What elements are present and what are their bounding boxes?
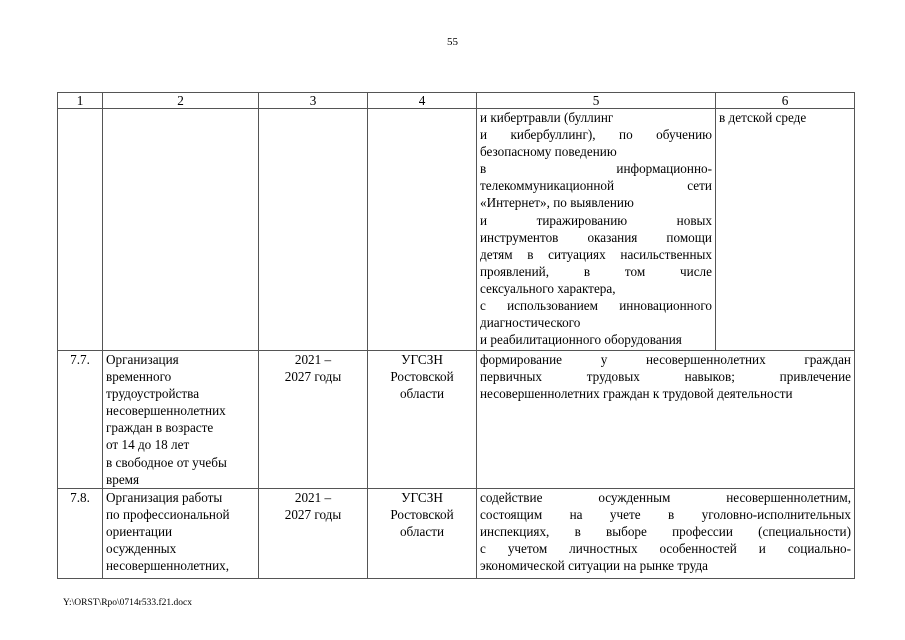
table-row xyxy=(58,351,855,489)
text-line: состоящим на учете в уголовно-исполнительных xyxy=(480,506,851,522)
text-line: Организация работы xyxy=(106,489,223,505)
text-line: несовершеннолетних граждан к трудовой деятельности xyxy=(480,386,793,402)
text-line: области xyxy=(399,386,445,402)
header-cell: 4 xyxy=(368,93,477,109)
text-line: области xyxy=(399,523,445,539)
measures-table xyxy=(57,92,855,579)
text-line: первичных трудовых навыков; привлечение xyxy=(480,369,851,385)
file-path-footer: Y:\ORST\Rpo\0714r533.f21.docx xyxy=(63,598,192,608)
text-line: Ростовской xyxy=(390,369,454,385)
text-line: осужденных xyxy=(106,541,177,557)
text-line: телекоммуникационной сети xyxy=(480,178,712,194)
text-line: несовершеннолетних, xyxy=(106,558,230,574)
text-line: и тиражированию новых xyxy=(480,212,712,228)
cell-result xyxy=(477,488,855,578)
table-row xyxy=(58,488,855,578)
text-line: экономической ситуации на рынке труда xyxy=(480,558,709,574)
text-line: детям в ситуациях насильственных xyxy=(480,246,712,262)
cell-period xyxy=(259,351,368,489)
text-line: Организация xyxy=(106,352,179,367)
page-number: 55 xyxy=(447,36,458,48)
text-line: УГСЗН xyxy=(401,352,443,367)
text-line: содействие осужденным несовершеннолетним, xyxy=(480,489,851,505)
text-line: 2021 – xyxy=(294,489,332,505)
text-line: проявлений, в том числе xyxy=(480,263,712,279)
text-line: время xyxy=(106,471,140,487)
text-line: граждан в возрасте xyxy=(106,420,214,436)
cell-result xyxy=(477,351,855,489)
text-line: трудоустройства xyxy=(106,386,200,402)
table-row-continuation xyxy=(58,109,855,351)
text-line: временного xyxy=(106,369,172,385)
cell-name xyxy=(103,488,259,578)
cell-executor xyxy=(368,351,477,489)
text-line: и реабилитационного оборудования xyxy=(480,332,682,348)
text-line: «Интернет», по выявлению xyxy=(480,195,634,211)
header-cell: 2 xyxy=(103,93,259,109)
text-line: несовершеннолетних xyxy=(106,403,226,419)
cell-executor xyxy=(368,109,477,351)
cell-name xyxy=(103,109,259,351)
text-line: 2027 годы xyxy=(284,369,342,385)
cell-num: 7.8. xyxy=(58,488,103,578)
cell-indicator: в детской среде xyxy=(716,109,855,351)
header-cell: 6 xyxy=(716,93,855,109)
header-cell: 5 xyxy=(477,93,716,109)
cell-executor xyxy=(368,488,477,578)
cell-period xyxy=(259,109,368,351)
cell-name xyxy=(103,351,259,489)
cell-num: 7.7. xyxy=(58,351,103,489)
text-line: безопасному поведению xyxy=(480,144,617,160)
table-header-row xyxy=(58,93,855,109)
text-line: инструментов оказания помощи xyxy=(480,229,712,245)
text-line: ориентации xyxy=(106,523,173,539)
text-line: в информационно- xyxy=(480,161,712,177)
cell-num xyxy=(58,109,103,351)
cell-result xyxy=(477,109,716,351)
text-line: Ростовской xyxy=(390,506,454,522)
text-line: УГСЗН xyxy=(401,489,443,505)
text-line: и кибертравли (буллинг xyxy=(480,110,614,125)
text-line: диагностического xyxy=(480,315,581,331)
text-line: инспекциях, в выборе профессии (специальности) xyxy=(480,523,851,539)
text-line: с учетом личностных особенностей и социально- xyxy=(480,541,851,557)
text-line: 2027 годы xyxy=(284,506,342,522)
text-line: от 14 до 18 лет xyxy=(106,437,190,453)
text-line: в свободное от учебы xyxy=(106,454,227,470)
text-line: сексуального характера, xyxy=(480,280,616,296)
text-line: формирование у несовершеннолетних граждан xyxy=(480,352,851,367)
text-line: по профессиональной xyxy=(106,506,230,522)
text-line: и кибербуллинг), по обучению xyxy=(480,127,712,143)
text-line: 2021 – xyxy=(294,352,332,367)
header-cell: 1 xyxy=(58,93,103,109)
cell-period xyxy=(259,488,368,578)
header-cell: 3 xyxy=(259,93,368,109)
text-line: с использованием инновационного xyxy=(480,298,712,314)
